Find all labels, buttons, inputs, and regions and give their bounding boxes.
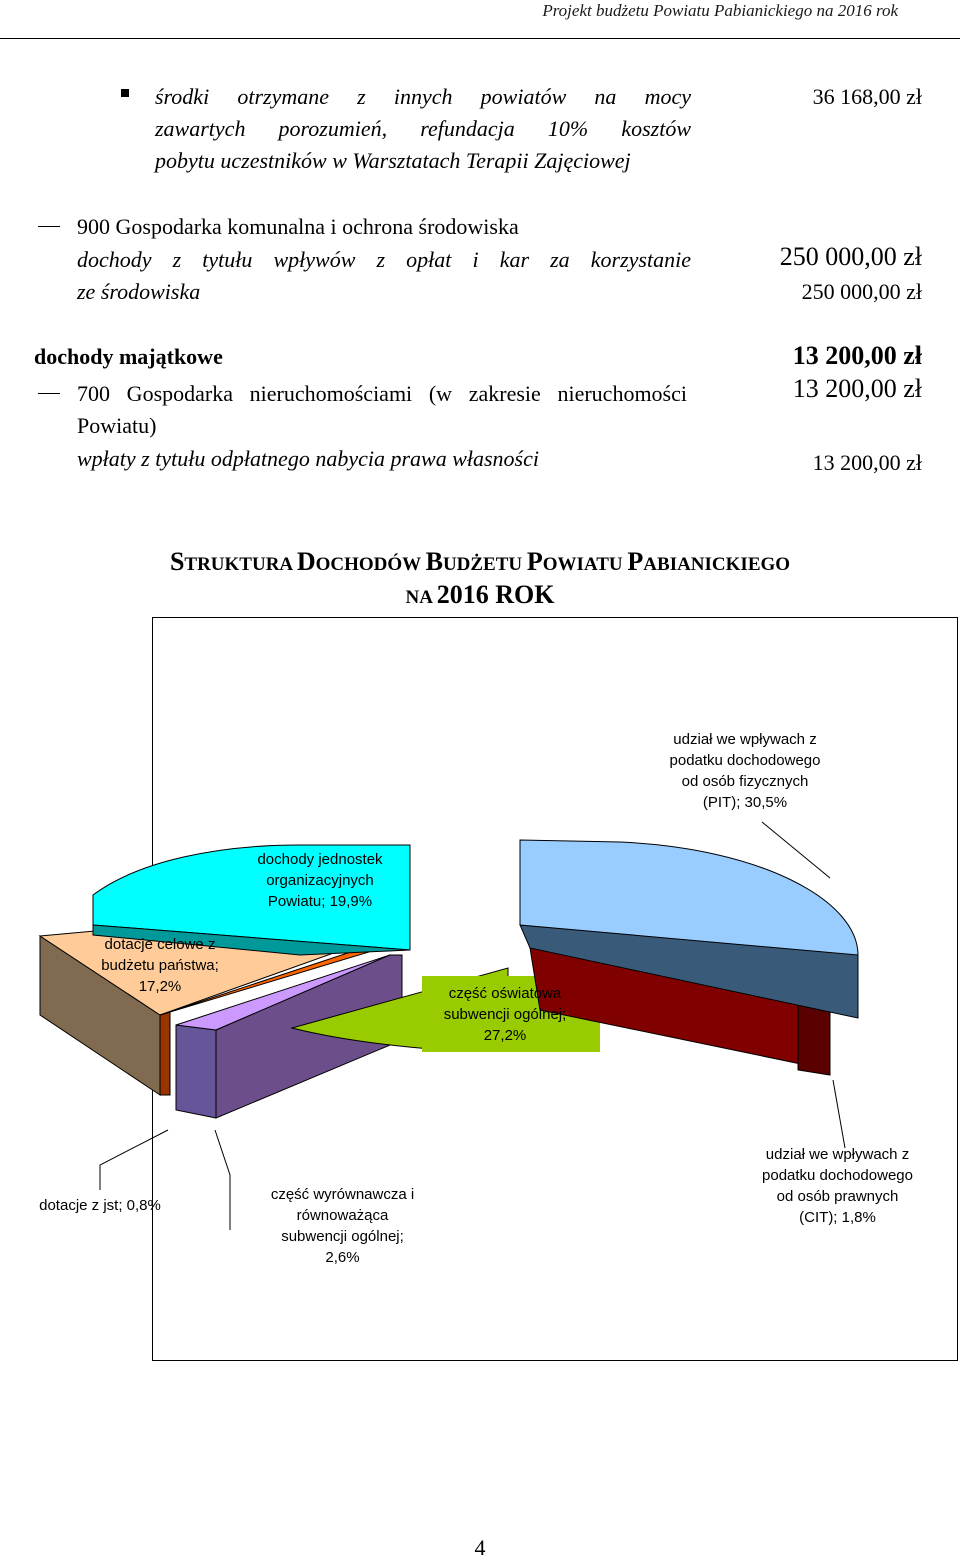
section-700-sub-amount: 13 200,00 zł	[812, 450, 922, 475]
section-700-title-line-1: 700 Gospodarka nieruchomościami (w zakresie nieruchomości	[77, 381, 687, 406]
section-700-sub: wpłaty z tytułu odpłatnego nabycia prawa własności	[77, 446, 539, 471]
majatkowe-title: dochody majątkowe	[34, 344, 223, 369]
majatkowe-amount: 13 200,00 zł	[792, 341, 922, 370]
section-700-amount: 13 200,00 zł	[792, 374, 922, 403]
label-oswiatowa: część oświatowa subwencji ogólnej; 27,2%	[443, 985, 567, 1044]
leader-line-pit	[762, 822, 830, 878]
dash-icon	[38, 226, 60, 227]
label-wyrownawcza: część wyrównawcza i równoważąca subwencji ogólnej; 2,6%	[270, 1186, 415, 1266]
bullet-line-2: zawartych porozumień, refundacja 10% kosztów	[155, 116, 691, 141]
section-700-title-line-2: Powiatu)	[77, 413, 157, 438]
chart-title-line-1: STRUKTURA DOCHODÓW BUDŻETU POWIATU PABIANICKIEGO	[169, 547, 791, 576]
leader-line-cit	[833, 1080, 845, 1148]
label-cit: udział we wpływach z podatku dochodowego od osób prawnych (CIT); 1,8%	[762, 1146, 913, 1226]
bullet-amount: 36 168,00 zł	[812, 84, 922, 109]
bullet-square-icon	[121, 89, 129, 97]
section-900-title: 900 Gospodarka komunalna i ochrona środowiska	[77, 214, 519, 239]
leader-line-jst	[100, 1130, 168, 1190]
section-900-sub-amount: 250 000,00 zł	[801, 279, 922, 304]
dash-icon	[38, 393, 60, 394]
page-header	[0, 0, 960, 40]
chart-title-line-2: NA 2016 ROK	[405, 580, 555, 609]
label-jst: dotacje z jst; 0,8%	[39, 1197, 161, 1214]
pie-slice-jst	[160, 1012, 170, 1095]
pie-slice-wyrownawcza-side	[176, 1025, 216, 1118]
label-dotacje-celowe: dotacje celowe z budżetu państwa; 17,2%	[101, 936, 219, 995]
header-rule	[0, 38, 960, 39]
section-900-sub-line-2: ze środowiska	[77, 279, 201, 304]
bullet-line-1: środki otrzymane z innych powiatów na mocy	[155, 84, 691, 109]
label-pit: udział we wpływach z podatku dochodowego od osób fizycznych (PIT); 30,5%	[669, 731, 821, 811]
section-900-amount: 250 000,00 zł	[779, 242, 922, 271]
page-number: 4	[474, 1535, 486, 1560]
leader-line-wyrownawcza	[215, 1130, 230, 1230]
section-900-sub-line-1: dochody z tytułu wpływów z opłat i kar za korzystanie	[77, 247, 691, 272]
bullet-line-3: pobytu uczestników w Warsztatach Terapii Zajęciowej	[155, 148, 631, 173]
label-org: dochody jednostek organizacyjnych Powiatu; 19,9%	[257, 851, 383, 910]
header-title: Projekt budżetu Powiatu Pabianickiego na 2016 rok	[542, 1, 898, 20]
